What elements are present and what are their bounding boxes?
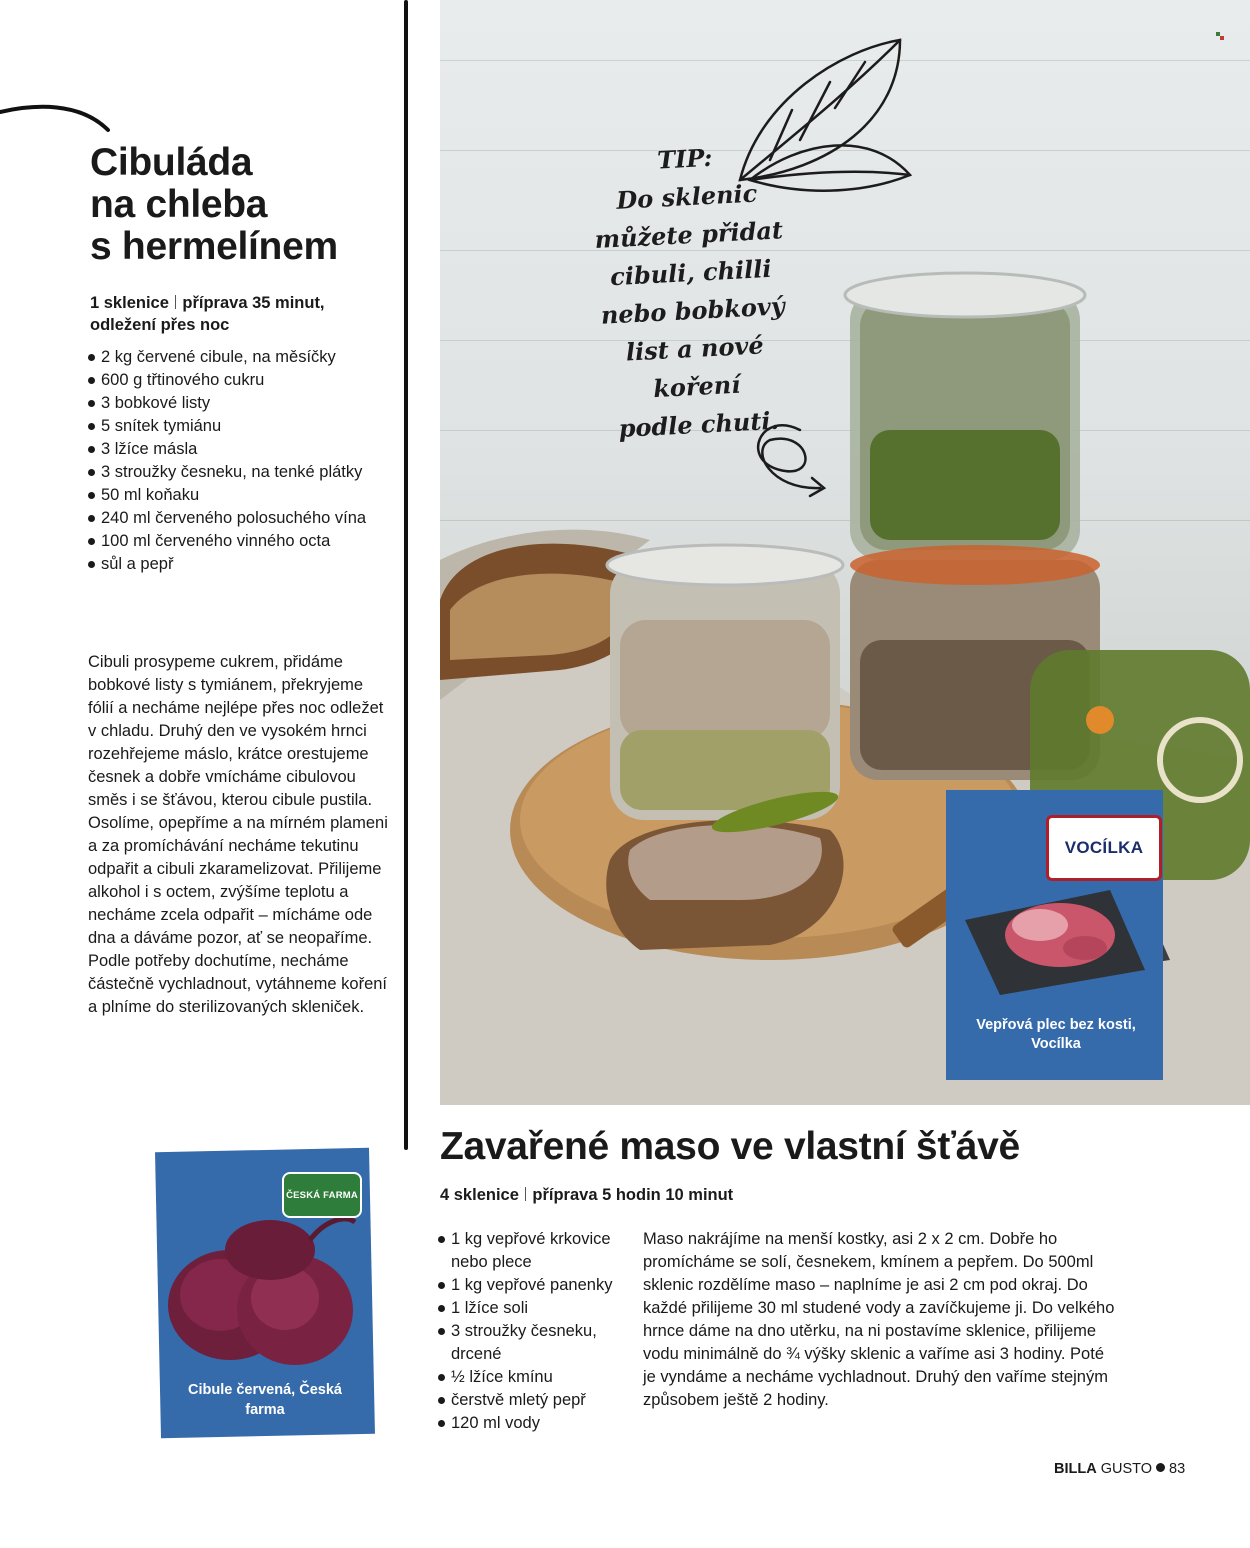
recipe-1-prep: příprava 35 minut, — [182, 294, 325, 312]
ingredient-item: 3 stroužky česneku, drcené — [438, 1320, 628, 1366]
ceska-farma-logo — [282, 1172, 362, 1218]
ingredient-item: 100 ml červeného vinného octa — [88, 530, 398, 553]
ingredient-item: 3 bobkové listy — [88, 392, 398, 415]
ingredient-item: čerstvě mletý pepř — [438, 1389, 628, 1412]
brush-hook-decoration — [0, 100, 115, 140]
ingredient-item: 1 lžíce soli — [438, 1297, 628, 1320]
product-onion-label: Cibule červená, Česká farma — [188, 1382, 342, 1418]
tip-line: můžete přidat — [593, 215, 784, 255]
ingredient-item: 120 ml vody — [438, 1412, 628, 1435]
page-number: 83 — [1169, 1461, 1186, 1477]
recipe-2-title: Zavařené maso ve vlastní šťávě — [440, 1125, 1020, 1168]
ingredient-item: 3 lžíce másla — [88, 438, 398, 461]
tip-line: Do sklenic — [615, 178, 758, 215]
recipe-1-title — [90, 142, 400, 268]
recipe-2-yield: 4 sklenice — [440, 1186, 519, 1204]
ceska-farma-logo-text: ČESKÁ FARMA — [286, 1189, 358, 1201]
ingredient-item: 1 kg vepřové panenky — [438, 1274, 628, 1297]
meta-separator — [175, 295, 177, 309]
recipe-2-prep: příprava 5 hodin 10 minut — [532, 1186, 734, 1204]
vocilka-logo — [1046, 815, 1162, 881]
footer-dot-icon — [1156, 1463, 1165, 1472]
ingredient-item: 240 ml červeného polosuchého vína — [88, 507, 398, 530]
ingredient-item: 600 g třtinového cukru — [88, 369, 398, 392]
recipe-1-meta — [90, 292, 400, 336]
ingredient-item: sůl a pepř — [88, 553, 398, 576]
vocilka-logo-text: VOCÍLKA — [1064, 838, 1144, 857]
recipe-2-meta — [440, 1184, 1040, 1206]
recipe-1-prep-rest: odležení přes noc — [90, 316, 230, 334]
ingredient-item: 2 kg červené cibule, na měsíčky — [88, 346, 398, 369]
tip-line: nebo bobkový — [600, 291, 786, 330]
recipe-1-ingredients — [88, 346, 398, 576]
recipe-1-title-line: Cibuláda — [90, 141, 253, 184]
tip-line: list a nové koření — [625, 330, 765, 404]
footer-magazine: GUSTO — [1100, 1461, 1153, 1477]
page-footer — [1054, 1460, 1214, 1478]
red-onion-icon — [160, 1210, 360, 1370]
recipe-1-yield: 1 sklenice — [90, 294, 169, 312]
product-pork-label: Vepřová plec bez kosti, Vocílka — [976, 1017, 1136, 1052]
recipe-2-procedure: Maso nakrájíme na menší kostky, asi 2 x 2 cm. Dobře ho promícháme se solí, česnekem, kmínem a pepřem. Do 500ml sklenic rozdělíme maso – naplníme je asi 2 cm pod okraj. Do každé přilijeme 30 ml studené vody a zavíčkujeme ji. Do velkého hrnce dáme na dno utěrku, na ni postavíme sklenice, přilijeme vodu minimálně do ¾ výšky sklenic a vaříme asi 3 hodiny. Poté je vyndáme a necháme vychladnout. Druhý den vaříme stejným způsobem ještě 2 hodiny. — [643, 1230, 1115, 1409]
footer-brand: BILLA — [1054, 1461, 1097, 1477]
recipe-1-title-line: s hermelínem — [90, 225, 338, 268]
meta-separator — [525, 1187, 527, 1201]
recipe-2-ingredients — [438, 1228, 628, 1435]
ingredient-item: 1 kg vepřové krkovice nebo plece — [438, 1228, 628, 1274]
corner-mark-icon — [1216, 32, 1224, 40]
tip-line: podle chuti. — [617, 405, 780, 444]
pork-meat-icon — [960, 880, 1150, 1000]
ingredient-item: 50 ml koňaku — [88, 484, 398, 507]
recipe-1-title-line: na chleba — [90, 183, 268, 226]
ingredient-item: 5 snítek tymiánu — [88, 415, 398, 438]
divider-brush-line — [404, 0, 408, 1150]
tip-line: TIP: — [656, 142, 714, 175]
ingredient-item: ½ lžíce kmínu — [438, 1366, 628, 1389]
tip-note — [574, 134, 810, 449]
ingredient-item: 3 stroužky česneku, na tenké plátky — [88, 461, 398, 484]
tip-line: cibuli, chilli — [609, 253, 773, 292]
recipe-1-procedure: Cibuli prosypeme cukrem, přidáme bobkové listy s tymiánem, překryjeme fólií a necháme nejlépe přes noc odležet v chladu. Druhý den ve vysokém hrnci rozehřejeme máslo, krátce orestujeme česnek a dobře vmícháme cibulovou směs i se šťávou, kterou cibule pustila. Osolíme, opepříme a na mírném plameni a za promíchávání necháme tekutinu odpařit a cibuli zkaramelizovat. Přilijeme alkohol i s octem, zvýšíme teplotu a necháme zcela odpařit – mícháme ode dna a dáváme pozor, ať se neopaříme. Podle potřeby dochutíme, necháme částečně vychladnout, vytáhneme koření a plníme do sterilizovaných skleniček. — [88, 653, 388, 1016]
